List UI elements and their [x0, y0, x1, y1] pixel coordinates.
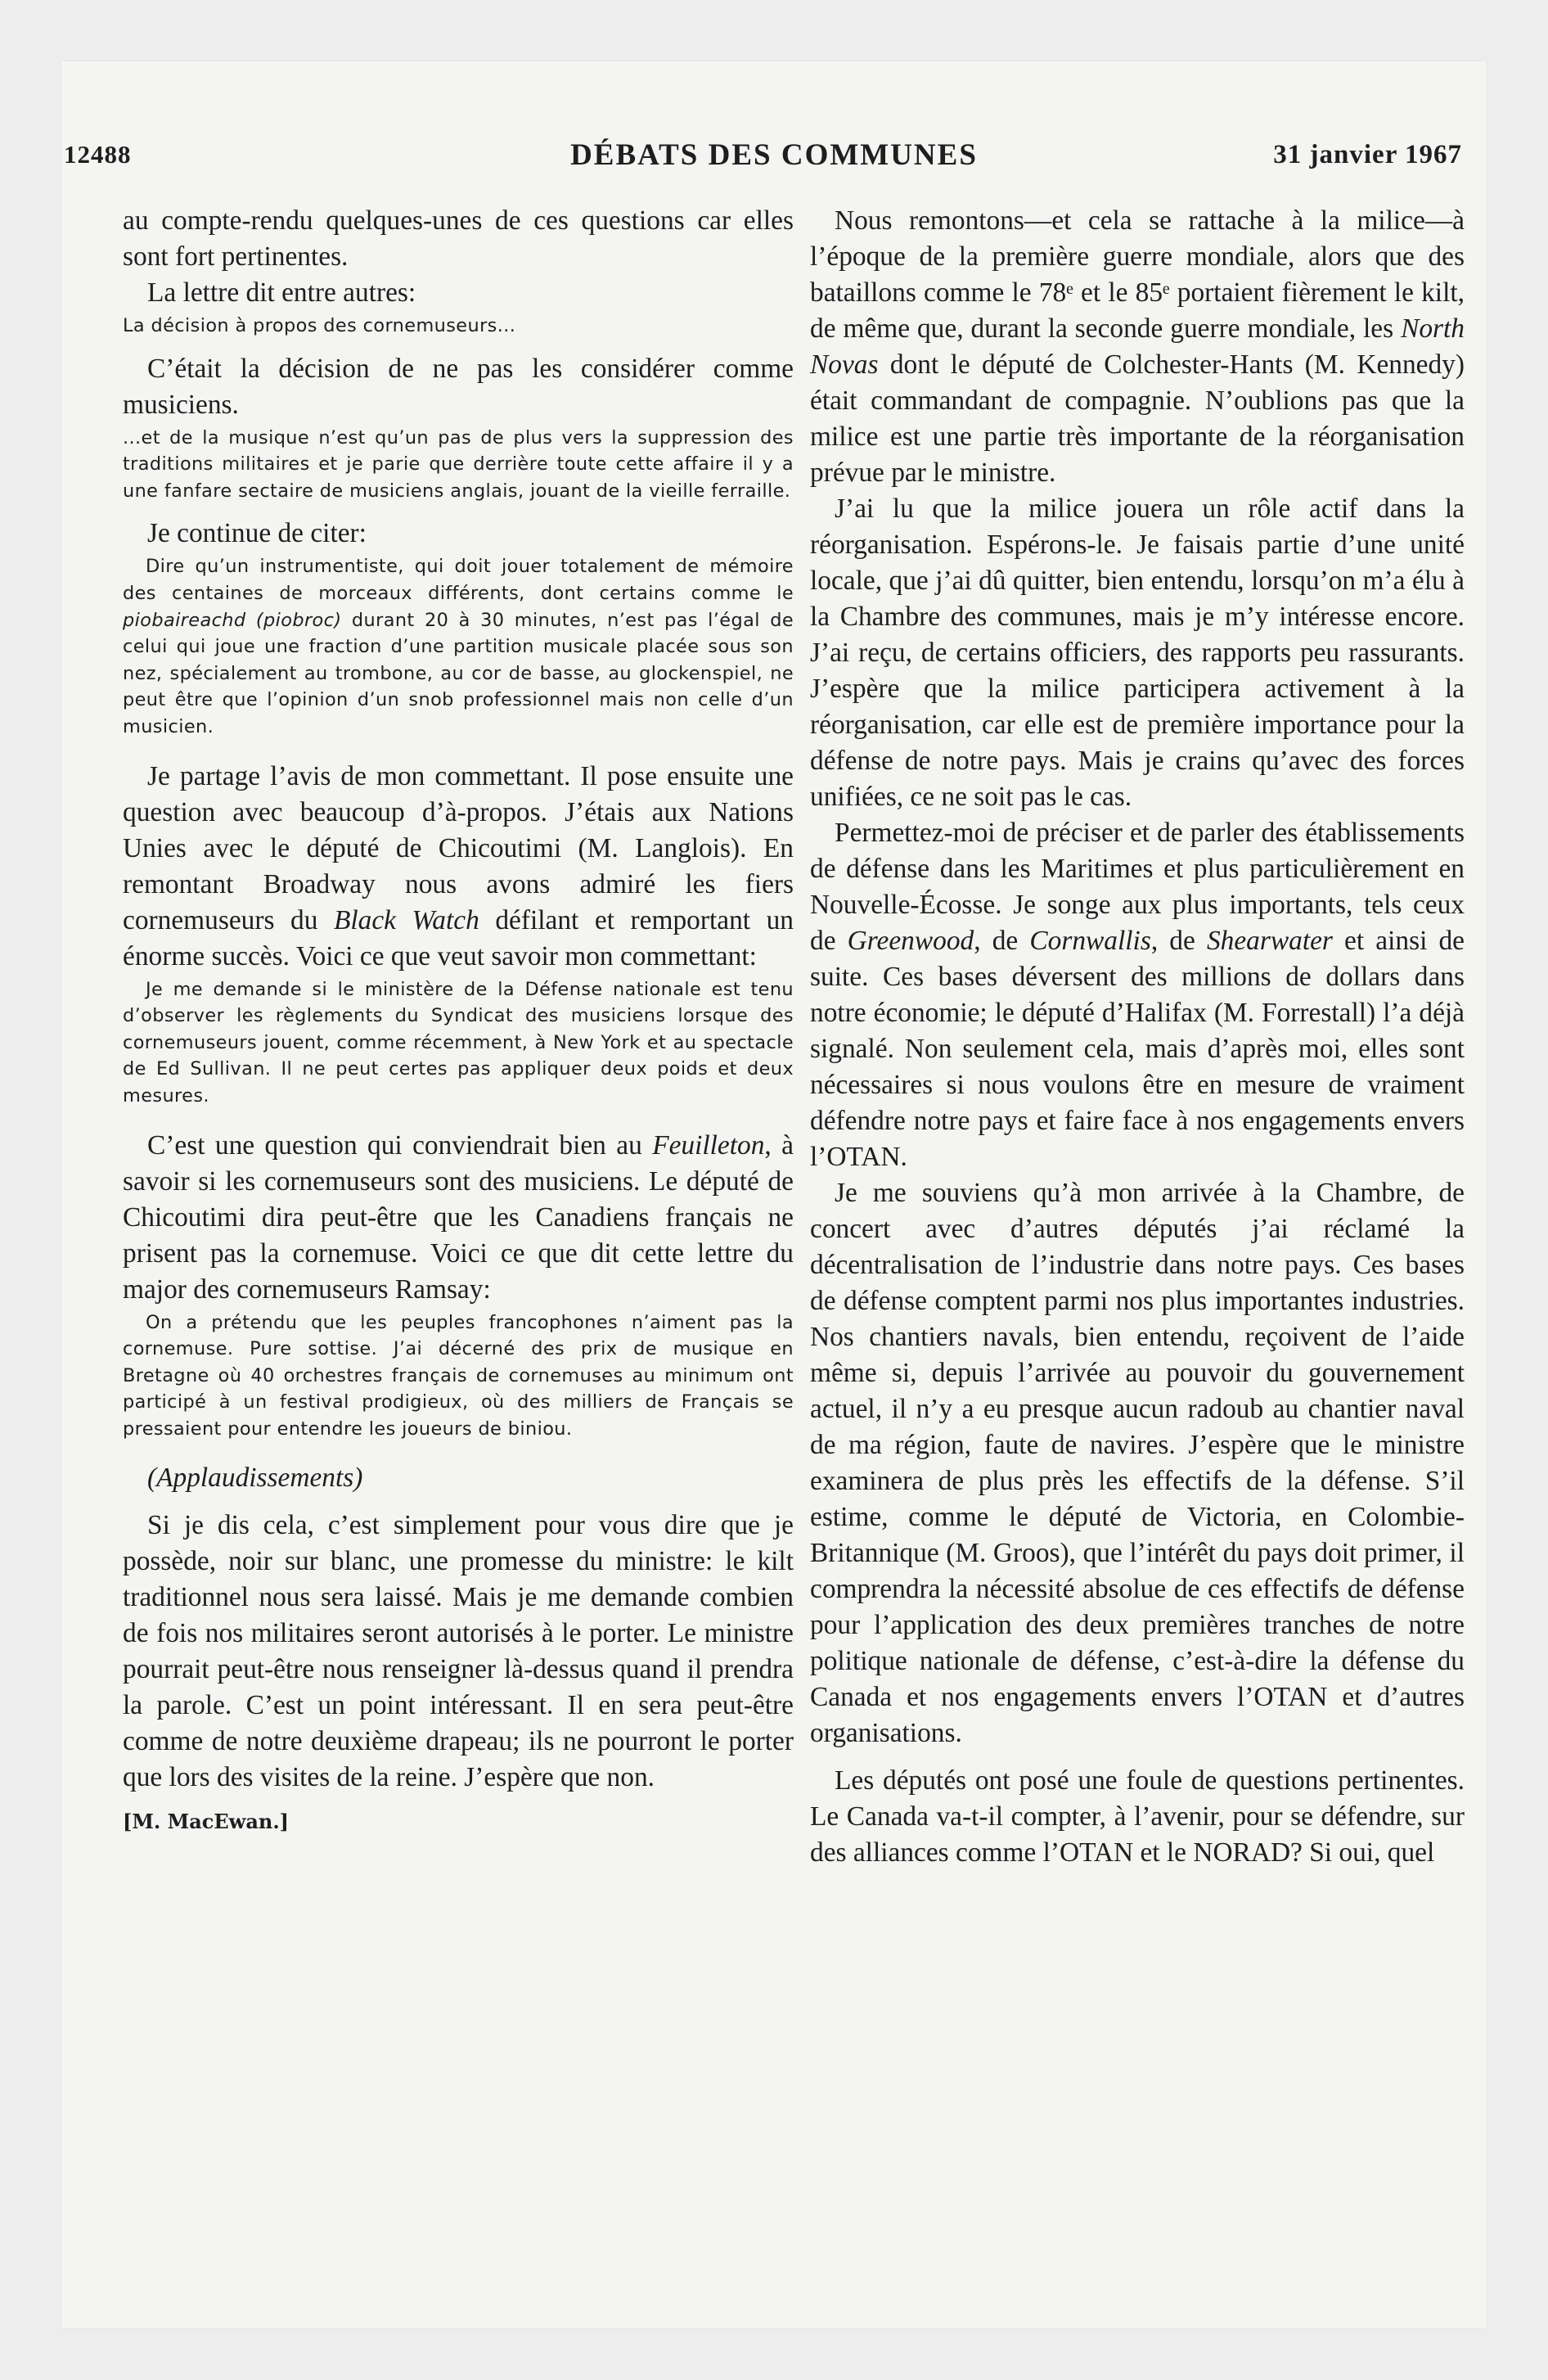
- paragraph: [810, 203, 1465, 491]
- left-column: [123, 203, 794, 1840]
- paragraph: C’était la décision de ne pas les considérer comme musiciens.: [123, 353, 794, 420]
- paragraph: La lettre dit entre autres:: [147, 277, 416, 308]
- speaker-attribution: [M. MacEwan.]: [123, 1810, 290, 1834]
- right-column: [810, 203, 1465, 1871]
- paragraph-emphasis: Greenwood: [847, 926, 974, 956]
- running-title: DÉBATS DES COMMUNES: [570, 138, 978, 172]
- paragraph-emphasis: Cornwallis: [1029, 926, 1151, 956]
- paragraph: [123, 759, 794, 975]
- block-quote: [123, 553, 794, 740]
- page-number: 12488: [64, 140, 132, 169]
- applause-note: [123, 1460, 794, 1496]
- paragraph: Je continue de citer:: [147, 518, 367, 549]
- paragraph: au compte-rendu quelques-unes de ces questions car elles sont fort pertinentes.: [123, 205, 794, 272]
- paragraph-text: défilant et remportant un énorme succès. Voici ce que veut savoir mon commettant:: [123, 904, 794, 971]
- paragraph-text: , à savoir si les cornemuseurs sont des musiciens. Le député de Chicoutimi dira peut-être que les Canadiens français ne prisent pas la cornemuse. Voici ce que dit cette lettre du major des cornemuseurs Ramsay:: [123, 1129, 794, 1305]
- paragraph: [123, 1128, 794, 1308]
- block-quote: La décision à propos des cornemuseurs...: [123, 315, 516, 336]
- paragraph-text: dont le député de Colchester-Hants (M. Kennedy) était commandant de compagnie. N’oublions pas que la milice est une partie très importante de la réorganisation prévue par le ministre.: [810, 349, 1465, 488]
- paragraph: [810, 815, 1465, 1175]
- paragraph-text: , de: [974, 926, 1030, 956]
- quote-text: Dire qu’un instrumentiste, qui doit jouer totalement de mémoire des centaines de morceaux différents, dont certains comme le: [123, 556, 794, 604]
- paragraph-text: , de: [1150, 926, 1207, 956]
- paragraph-text: C’est une question qui conviendrait bien au: [147, 1129, 653, 1161]
- paragraph: J’ai lu que la milice jouera un rôle actif dans la réorganisation. Espérons-le. Je faisais partie d’une unité locale, que j’ai dû quitter, bien entendu, lorsqu’on m’a élu à la Chambre des communes, mais je m’y intéresse encore. J’ai reçu, de certains officiers, des rapports peu rassurants. J’espère que la milice participera activement à la réorganisation, car elle est de première importance pour la défense de notre pays. Mais je crains qu’avec des forces unifiées, ce ne soit pas le cas.: [810, 494, 1465, 812]
- block-quote: On a prétendu que les peuples francophones n’aiment pas la cornemuse. Pure sottise. J’ai décerné des prix de musique en Bretagne où 40 orchestres français de cornemuses au minimum ont participé à un festival prodigieux, où des milliers de Français se pressaient pour entendre les joueurs de biniou.: [123, 1311, 794, 1440]
- paragraph: Les députés ont posé une foule de questions pertinentes. Le Canada va-t-il compter, à l’avenir, pour se défendre, sur des alliances comme l’OTAN et le NORAD? Si oui, quel: [810, 1765, 1465, 1868]
- paragraph-text: Je partage l’avis de mon commettant. Il pose ensuite une question avec beaucoup d’à-propos. J’étais aux Nations Unies avec le député de Chicoutimi (M. Langlois). En remontant Broadway nous avons admiré les fiers cornemuseurs du: [123, 760, 794, 935]
- paragraph: Si je dis cela, c’est simplement pour vous dire que je possède, noir sur blanc, une promesse du ministre: le kilt traditionnel nous sera laissé. Mais je me demande combien de fois nos militaires seront autorisés à le porter. Le ministre pourrait peut-être nous renseigner là-dessus quand il prendra la parole. C’est un point intéressant. Il en sera peut-être comme de notre deuxième drapeau; ils ne pourront le porter que lors des visites de la reine. J’espère que non.: [123, 1510, 794, 1793]
- block-quote: ...et de la musique n’est qu’un pas de plus vers la suppression des traditions militaires et je parie que derrière toute cette affaire il y a une fanfare sectaire de musiciens anglais, jouant de la vieille ferraille.: [123, 426, 794, 502]
- quote-emphasis: piobaireachd (piobroc): [123, 609, 342, 631]
- quote-text: durant 20 à 30 minutes, n’est pas l’égal de celui qui joue une fraction d’une partition musicale placée sous son nez, spécialement au trombone, au cor de basse, au glockenspiel, ne peut être que l’opinion d’un snob professionnel mais non celle d’un musicien.: [123, 609, 794, 737]
- paragraph-text: et ainsi de suite. Ces bases déversent des millions de dollars dans notre économie; le député d’Halifax (M. Forrestall) l’a déjà signalé. Non seulement cela, mais d’après moi, elles sont nécessaires si nous voulons être en mesure de vraiment défendre notre pays et faire face à nos engagements envers l’OTAN.: [810, 926, 1465, 1172]
- paragraph-emphasis: Feuilleton: [652, 1129, 765, 1161]
- paragraph-emphasis: Shearwater: [1206, 926, 1333, 956]
- paragraph: Je me souviens qu’à mon arrivée à la Chambre, de concert avec d’autres députés j’ai réclamé la décentralisation de l’industrie dans notre pays. Ces bases de défense comptent parmi nos plus importantes industries. Nos chantiers navals, bien entendu, reçoivent de l’aide même si, depuis l’arrivée au pouvoir du gouvernement actuel, il n’y a eu presque aucun radoub au chantier naval de ma région, faute de navires. J’espère que le ministre examinera de plus près les effectifs de la défense. S’il estime, comme le député de Victoria, en Colombie-Britannique (M. Groos), que l’intérêt du pays doit primer, il comprendra la nécessité absolue de ces effectifs de défense pour l’application des deux premières tranches de notre politique nationale de défense, c’est-à-dire la défense du Canada et nos engagements envers l’OTAN et d’autres organisations.: [810, 1178, 1465, 1748]
- applause-text: (Applaudissements): [147, 1463, 363, 1494]
- paragraph-emphasis: Black Watch: [333, 904, 479, 935]
- paragraph-text: Nous remontons—et cela se rattache à la milice—à l’époque de la première guerre mondiale, alors que des bataillons comme le 78ᵉ et le 85ᵉ portaient fièrement le kilt, de même que, durant la seconde guerre mondiale, les: [810, 205, 1465, 344]
- block-quote: Je me demande si le ministère de la Défense nationale est tenu d’observer les règlements du Syndicat des musiciens lorsque des cornemuseurs jouent, comme récemment, à New York et au spectacle de Ed Sullivan. Il ne peut certes pas appliquer deux poids et deux mesures.: [123, 978, 794, 1107]
- paragraph-text: Permettez-moi de préciser et de parler des établissements de défense dans les Maritimes et plus particulièrement en Nouvelle-Écosse. Je songe aux plus importants, tels ceux de: [810, 818, 1465, 956]
- issue-date: 31 janvier 1967: [1273, 140, 1462, 169]
- paragraph-emphasis: North Novas: [810, 313, 1465, 380]
